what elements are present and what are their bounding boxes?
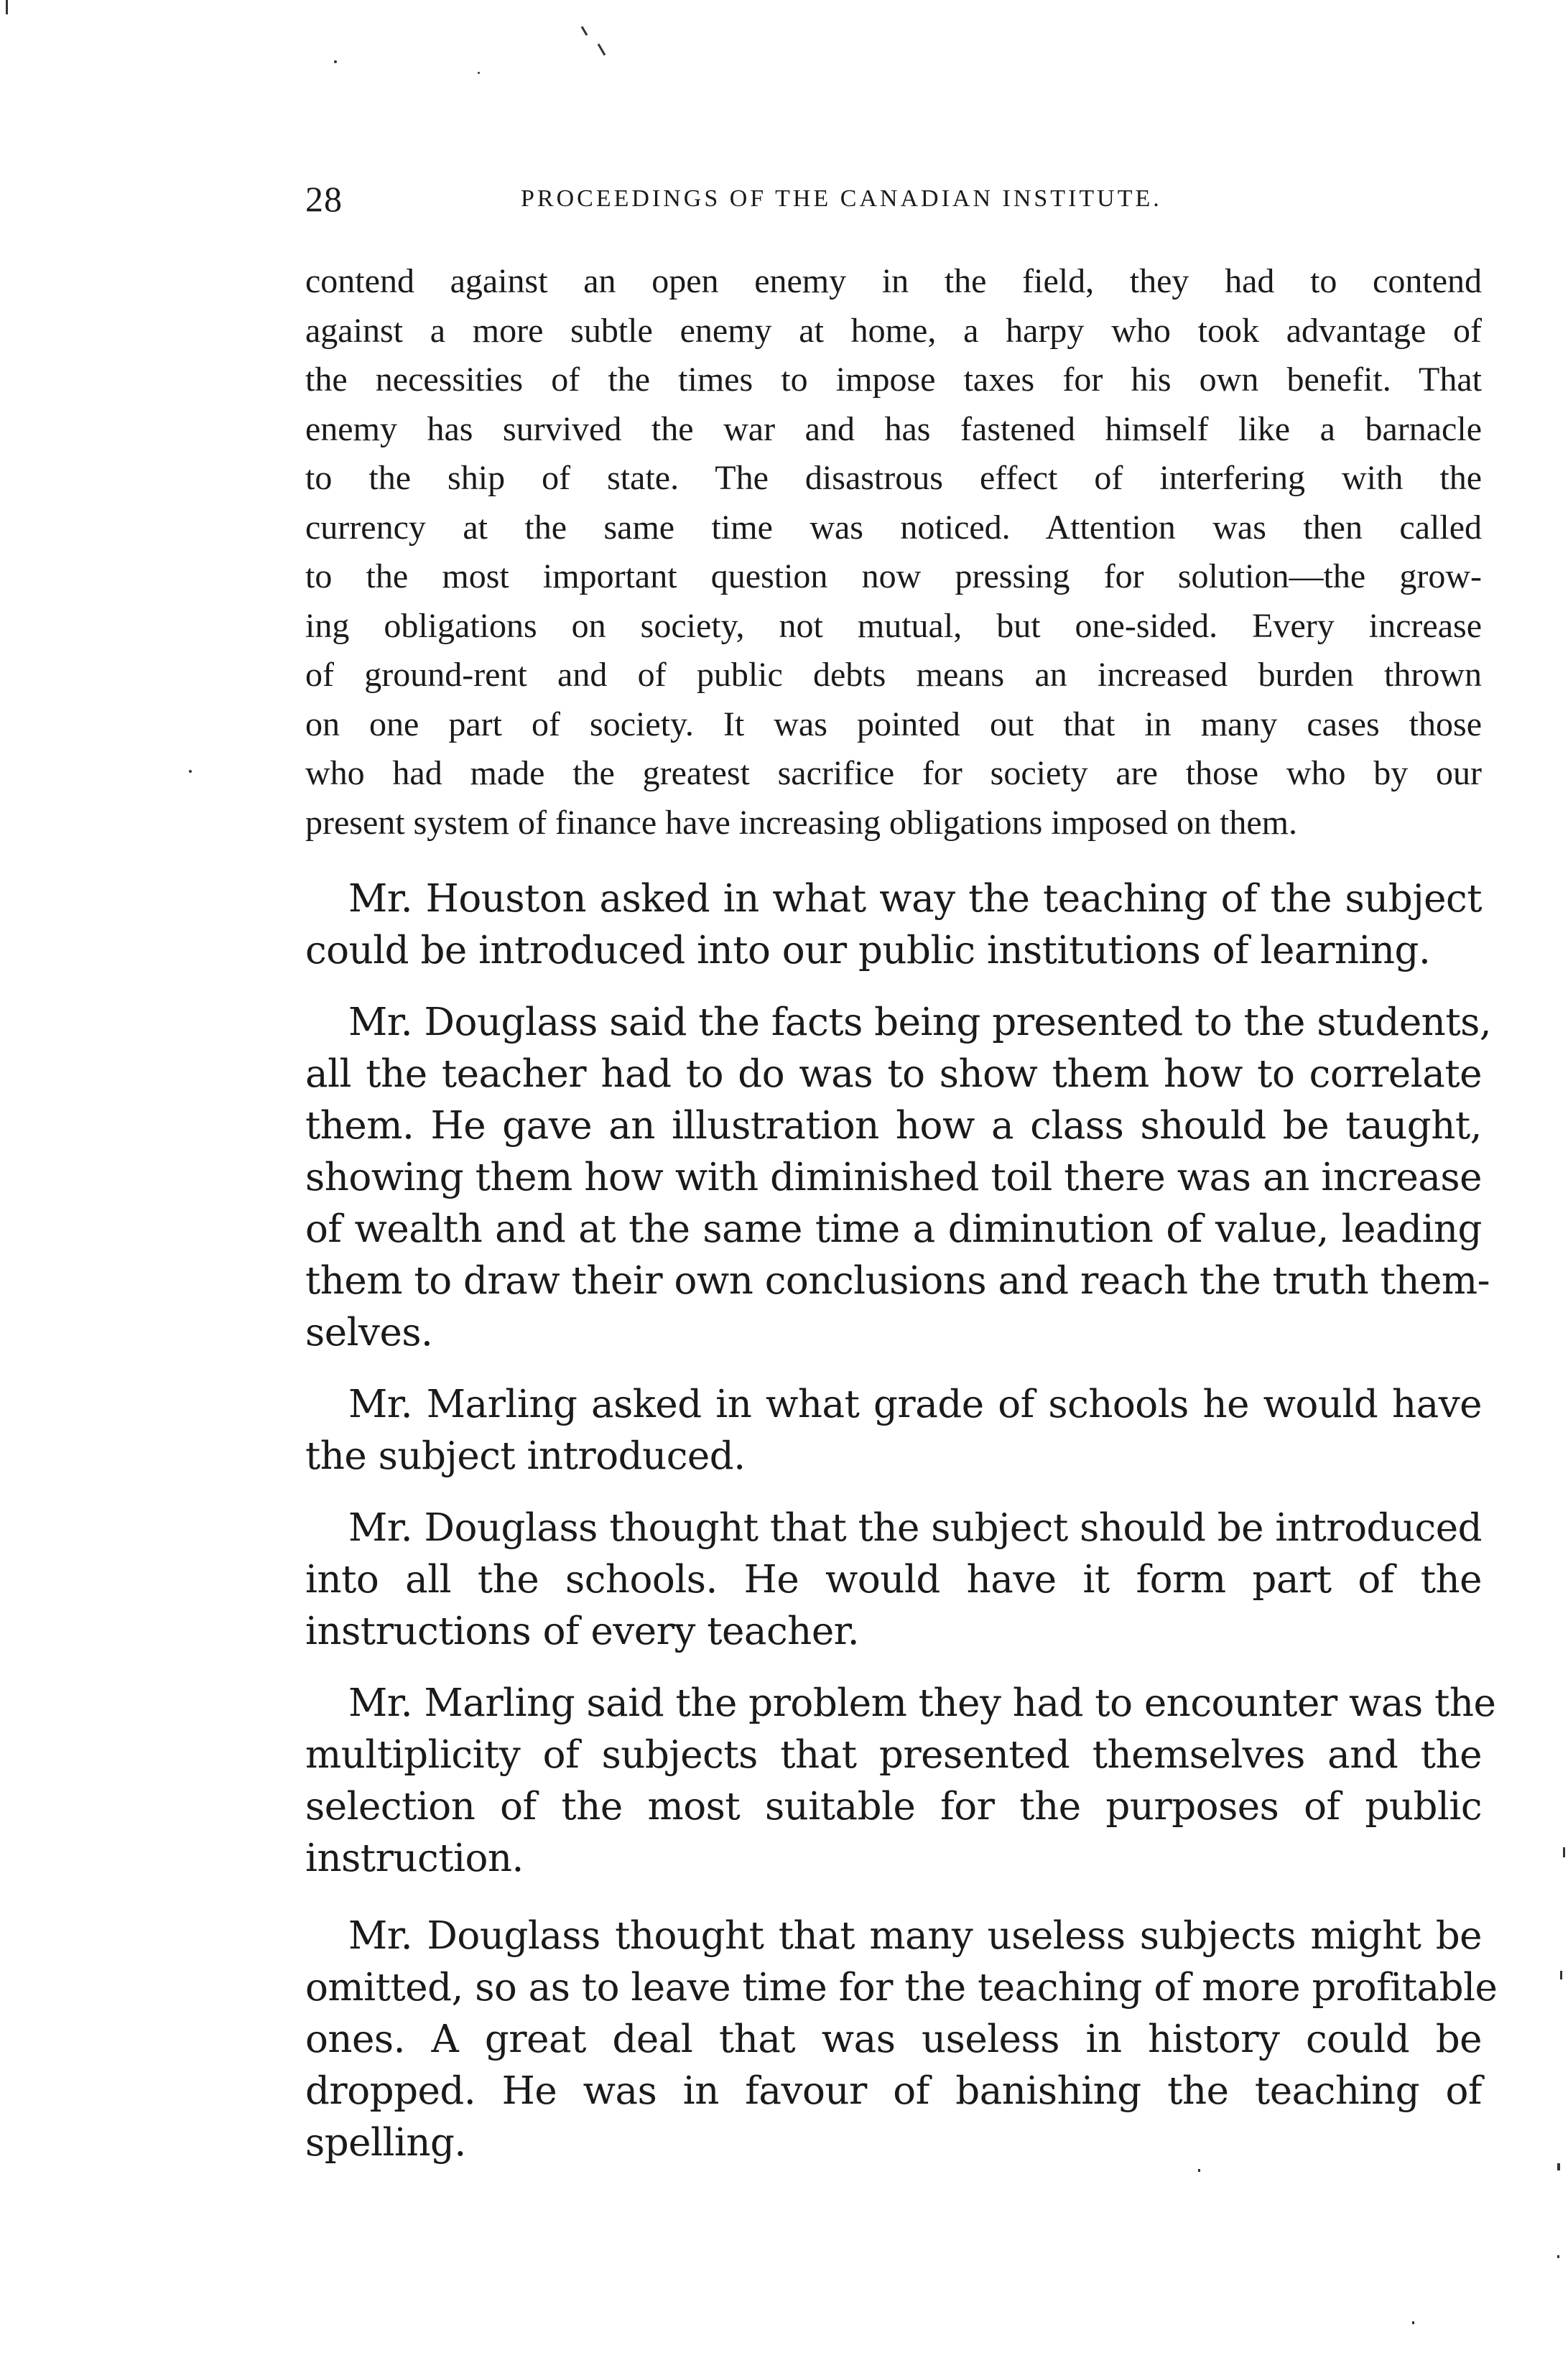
paragraph-marling-1: [305, 1379, 1482, 1482]
text-line: Mr. Marling said the problem they had to encounter was the: [348, 1681, 1496, 1725]
scan-speck: [1560, 1971, 1562, 1979]
text-line: the necessities of the times to impose taxes for his own benefit. That: [305, 361, 1482, 399]
text-line: selves.: [305, 1311, 433, 1355]
text-line: Mr. Houston asked in what way the teaching of the subject: [348, 877, 1482, 921]
paragraph-marling-2: [305, 1678, 1496, 1885]
body-text: [305, 257, 1498, 2169]
text-line: ones. A great deal that was useless in history could be: [305, 2017, 1482, 2061]
scan-speck: [6, 0, 8, 14]
page-header: [305, 178, 1483, 228]
paragraph-houston: [305, 873, 1482, 977]
scan-speck: [334, 60, 337, 63]
paragraph-douglass-2: [305, 1503, 1482, 1658]
text-line: multiplicity of subjects that presented themselves and the: [305, 1733, 1482, 1777]
text-line: contend against an open enemy in the field, they had to contend: [305, 262, 1482, 300]
text-line: dropped. He was in favour of banishing the teaching of: [305, 2069, 1482, 2113]
text-line: enemy has survived the war and has fastened himself like a barnacle: [305, 409, 1482, 448]
text-line: to the ship of state. The disastrous effect of interfering with the: [305, 459, 1482, 497]
scan-speck: [189, 770, 192, 773]
text-line: on one part of society. It was pointed out that in many cases those: [305, 705, 1482, 743]
text-line: omitted, so as to leave time for the teaching of more profitable: [305, 1966, 1498, 2010]
text-line: selection of the most suitable for the purposes of public: [305, 1785, 1482, 1829]
scan-speck: [581, 26, 588, 36]
scan-speck: [478, 72, 480, 74]
text-line: of ground-rent and of public debts means an increased burden thrown: [305, 656, 1482, 694]
scan-speck: [1563, 1847, 1565, 1857]
text-line: of wealth and at the same time a diminution of value, leading: [305, 1207, 1482, 1251]
text-line: ing obligations on society, not mutual, but one-sided. Every increase: [305, 606, 1482, 645]
text-line: instructions of every teacher.: [305, 1610, 860, 1653]
text-line: against a more subtle enemy at home, a harpy who took advantage of: [305, 311, 1482, 350]
text-line: who had made the greatest sacrifice for society are those who by our: [305, 754, 1482, 792]
paragraph-douglass-3: [305, 1910, 1498, 2169]
text-line: to the most important question now pressing for solution—the grow-: [305, 557, 1482, 595]
page-number: 28: [305, 179, 343, 219]
text-line: the subject introduced.: [305, 1434, 746, 1478]
text-line: Mr. Douglass thought that many useless subjects might be: [348, 1914, 1482, 1958]
paragraph-continuation: [305, 257, 1482, 848]
text-line: all the teacher had to do was to show them how to correlate: [305, 1052, 1482, 1096]
running-head: PROCEEDINGS OF THE CANADIAN INSTITUTE.: [521, 185, 1162, 212]
text-line: Mr. Marling asked in what grade of schools he would have: [348, 1383, 1482, 1426]
text-line: currency at the same time was noticed. Attention was then called: [305, 508, 1482, 547]
text-line: them. He gave an illustration how a class should be taught,: [305, 1104, 1482, 1148]
text-line: spelling.: [305, 2121, 466, 2165]
scan-speck: [1557, 2255, 1559, 2258]
text-line: into all the schools. He would have it form part of the: [305, 1558, 1482, 1602]
text-line: showing them how with diminished toil there was an increase: [305, 1156, 1482, 1199]
scan-speck: [1557, 2163, 1560, 2170]
scan-speck: [1198, 2169, 1200, 2172]
text-line: Mr. Douglass said the facts being presented to the students,: [348, 1000, 1492, 1044]
text-line: instruction.: [305, 1836, 524, 1880]
text-line: Mr. Douglass thought that the subject should be introduced: [348, 1506, 1483, 1550]
scan-speck: [1412, 2321, 1414, 2324]
scan-speck: [598, 43, 606, 55]
text-line: present system of finance have increasing obligations imposed on them.: [305, 803, 1297, 842]
text-line: could be introduced into our public institutions of learning.: [305, 929, 1431, 972]
text-line: them to draw their own conclusions and reach the truth them-: [305, 1259, 1490, 1303]
paragraph-douglass-1: [305, 997, 1492, 1359]
